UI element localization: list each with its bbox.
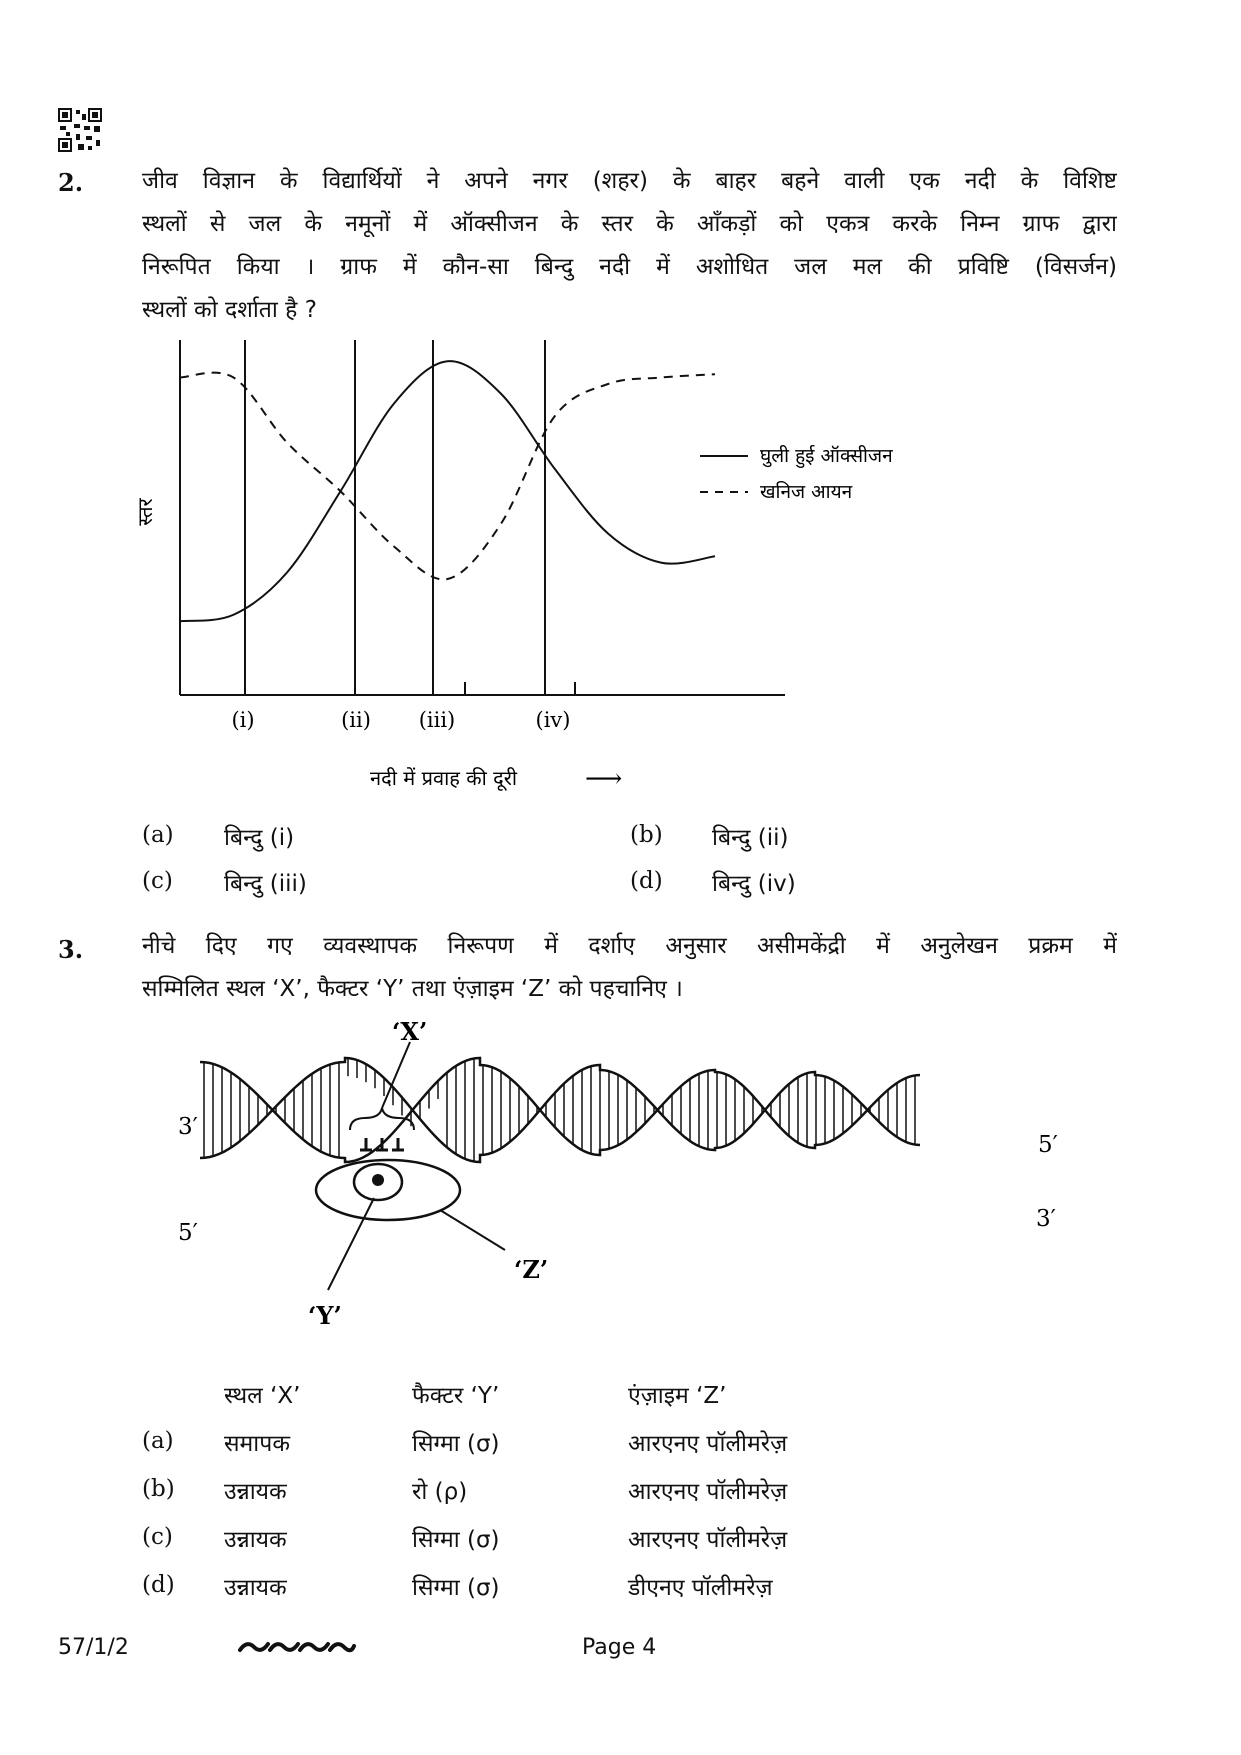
end-top-left: 3′ bbox=[178, 1114, 198, 1140]
page-number: Page 4 bbox=[582, 1635, 657, 1660]
tick-label-1: (i) bbox=[231, 708, 255, 732]
q3-header-factor: फैक्टर ‘Y’ bbox=[412, 1383, 500, 1409]
factor-y-dot bbox=[372, 1174, 384, 1186]
question-3-number: 3. bbox=[58, 935, 84, 964]
question-2-line: जीव विज्ञान के विद्यार्थियों ने अपने नगर (शहर) के बाहर बहने वाली एक नदी के विशिष्ट bbox=[142, 168, 1117, 194]
tick-label-4: (iv) bbox=[535, 708, 571, 732]
chart-axes bbox=[180, 340, 785, 695]
q3-option-b-label: (b) bbox=[142, 1476, 175, 1502]
q3-option-b-site: उन्नायक bbox=[224, 1479, 287, 1505]
x-axis-arrow: ⟶ bbox=[585, 764, 623, 794]
legend-label-oxygen: घुली हुई ऑक्सीजन bbox=[760, 445, 893, 467]
q3-option-b-factor: रो (ρ) bbox=[412, 1479, 468, 1505]
series-layer bbox=[180, 361, 715, 621]
x-ticks bbox=[245, 682, 575, 695]
question-2-number: 2. bbox=[58, 168, 84, 197]
q2-option-c-text: बिन्दु (iii) bbox=[224, 871, 307, 897]
site-x-pointer bbox=[382, 1042, 410, 1108]
q3-option-c-enzyme: आरएनए पॉलीमरेज़ bbox=[628, 1527, 788, 1553]
q3-option-d-label: (d) bbox=[142, 1572, 175, 1598]
q3-header-site: स्थल ‘X’ bbox=[224, 1383, 301, 1409]
q3-option-a-label: (a) bbox=[142, 1428, 174, 1454]
q3-option-b-enzyme: आरएनए पॉलीमरेज़ bbox=[628, 1479, 788, 1505]
label-y: ‘Y’ bbox=[308, 1301, 342, 1330]
qr-code-icon bbox=[58, 108, 102, 152]
q2-option-d-text: बिन्दु (iv) bbox=[712, 871, 796, 897]
wavy-line-icon bbox=[238, 1636, 356, 1662]
q3-option-c-factor: सिग्मा (σ) bbox=[412, 1527, 500, 1553]
dna-strand-top bbox=[200, 1058, 920, 1162]
question-2-text bbox=[142, 160, 1117, 332]
legend bbox=[700, 444, 893, 503]
tick-label-3: (iii) bbox=[418, 708, 456, 732]
site-x-bracket bbox=[350, 1108, 414, 1130]
end-top-right: 5′ bbox=[1038, 1132, 1058, 1158]
question-2-line: स्थलों को दर्शाता है ? bbox=[142, 297, 317, 323]
transcription-diagram bbox=[160, 1010, 1080, 1350]
q2-option-a-label: (a) bbox=[142, 822, 174, 848]
q3-option-a-site: समापक bbox=[224, 1431, 290, 1457]
promoter-marks bbox=[360, 1138, 404, 1150]
q3-option-c-site: उन्नायक bbox=[224, 1527, 287, 1553]
q2-option-d-label: (d) bbox=[630, 868, 663, 894]
q3-option-d-site: उन्नायक bbox=[224, 1575, 287, 1601]
series-line-minerals bbox=[180, 373, 715, 580]
q3-option-d-enzyme: डीएनए पॉलीमरेज़ bbox=[628, 1575, 773, 1601]
q2-option-b-text: बिन्दु (ii) bbox=[712, 825, 789, 851]
x-axis-label: नदी में प्रवाह की दूरी bbox=[370, 766, 518, 790]
question-2-line: निरूपित किया । ग्राफ में कौन-सा बिन्दु नदी में अशोधित जल मल की प्रविष्टि (विसर्जन) bbox=[142, 254, 1117, 280]
legend-label-minerals: खनिज आयन bbox=[760, 481, 853, 503]
label-x: ‘X’ bbox=[392, 1017, 428, 1046]
dna-strand-bottom bbox=[200, 1058, 920, 1162]
question-3-text bbox=[142, 925, 1117, 1011]
q3-header-enzyme: एंज़ाइम ‘Z’ bbox=[628, 1383, 727, 1409]
end-bottom-right: 3′ bbox=[1036, 1206, 1056, 1232]
question-3-line: नीचे दिए गए व्यवस्थापक निरूपण में दर्शाए अनुसार असीमकेंद्री में अनुलेखन प्रक्रम में bbox=[142, 933, 1117, 959]
q3-option-c-label: (c) bbox=[142, 1524, 173, 1550]
tick-labels bbox=[231, 708, 570, 732]
q3-option-d-factor: सिग्मा (σ) bbox=[412, 1575, 500, 1601]
enzyme-z-pointer bbox=[440, 1210, 505, 1250]
paper-code: 57/1/2 bbox=[58, 1635, 129, 1660]
label-z: ‘Z’ bbox=[514, 1255, 549, 1284]
series-line-oxygen bbox=[180, 361, 715, 621]
q3-option-a-enzyme: आरएनए पॉलीमरेज़ bbox=[628, 1431, 788, 1457]
q2-option-c-label: (c) bbox=[142, 868, 173, 894]
tick-label-2: (ii) bbox=[341, 708, 371, 732]
question-3-line: सम्मिलित स्थल ‘X’, फैक्टर ‘Y’ तथा एंज़ाइम ‘Z’ को पहचानिए । bbox=[142, 976, 683, 1002]
q2-option-b-label: (b) bbox=[630, 822, 663, 848]
oxygen-level-chart bbox=[130, 330, 1010, 810]
q3-option-a-factor: सिग्मा (σ) bbox=[412, 1431, 500, 1457]
question-2-line: स्थलों से जल के नमूनों में ऑक्सीजन के स्तर के आँकड़ों को एकत्र करके निम्न ग्राफ द्वारा bbox=[142, 211, 1117, 237]
y-axis-label: स्तर bbox=[133, 498, 157, 526]
q2-option-a-text: बिन्दु (i) bbox=[224, 825, 295, 851]
end-bottom-left: 5′ bbox=[178, 1220, 198, 1246]
